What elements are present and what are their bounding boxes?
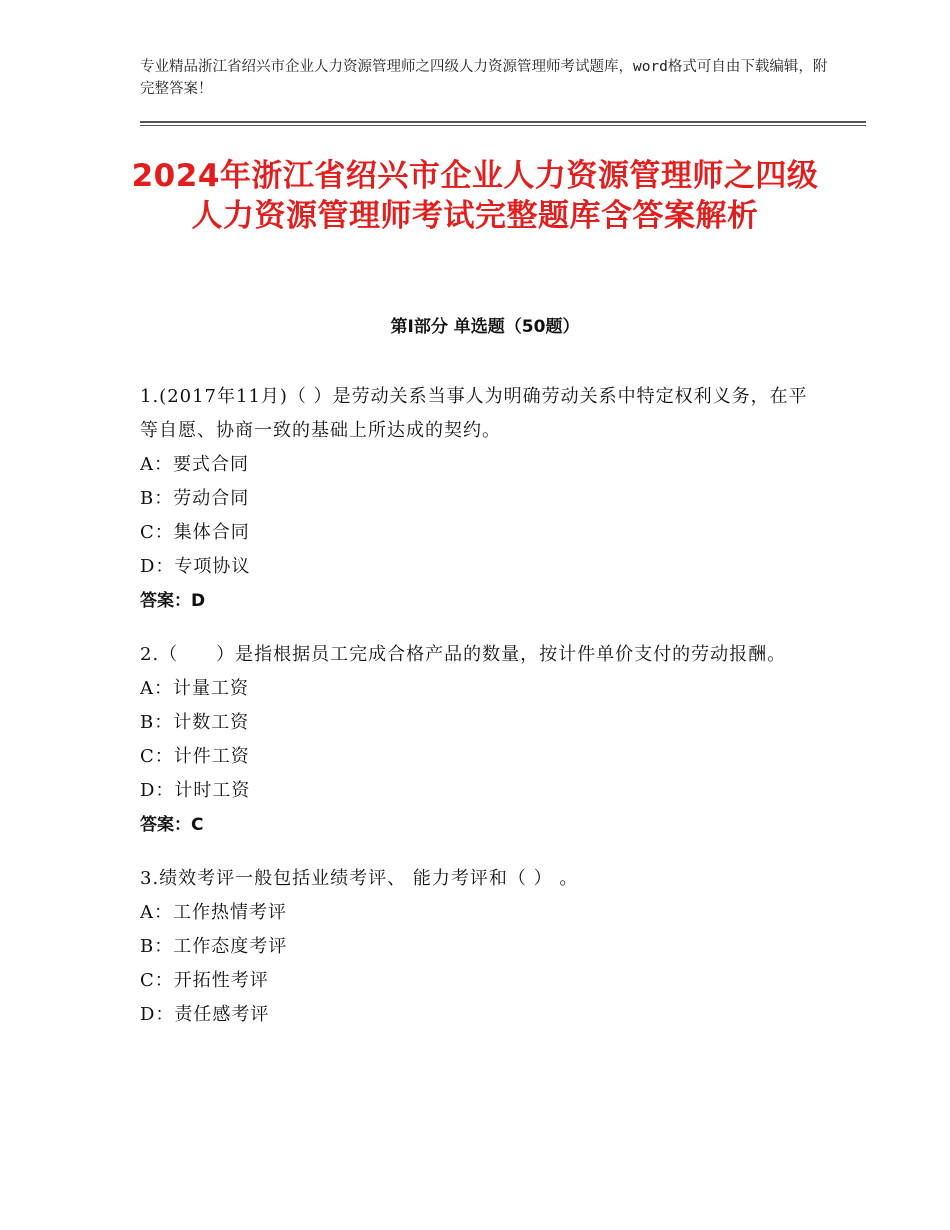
option-c: C：集体合同	[140, 522, 250, 543]
option-a: A：要式合同	[140, 454, 249, 475]
option-b: B：计数工资	[140, 712, 250, 733]
question-list	[140, 380, 810, 1052]
option-b: B：工作态度考评	[140, 936, 288, 957]
option-d: D：责任感考评	[140, 1004, 270, 1025]
header-divider-thick	[140, 121, 866, 123]
section-title: 第Ⅰ部分 单选题（50题）	[390, 317, 580, 337]
option-d: D：计时工资	[140, 780, 251, 801]
question-stem: 3.绩效考评一般包括业绩考评、 能力考评和（ ） 。	[140, 868, 579, 889]
option-b: B：劳动合同	[140, 488, 250, 509]
question-1	[140, 380, 810, 618]
option-c: C：计件工资	[140, 746, 250, 767]
option-d: D：专项协议	[140, 556, 251, 577]
question-2	[140, 638, 810, 842]
header-divider-thin	[140, 125, 866, 126]
question-3	[140, 862, 810, 1032]
answer-line: 答案：C	[140, 815, 204, 835]
document-title: 2024年浙江省绍兴市企业人力资源管理师之四级人力资源管理师考试完整题库含答案解析	[131, 158, 819, 234]
answer-line: 答案：D	[140, 591, 206, 611]
option-a: A：计量工资	[140, 678, 249, 699]
option-a: A：工作热情考评	[140, 902, 287, 923]
header-note: 专业精品浙江省绍兴市企业人力资源管理师之四级人力资源管理师考试题库，word格式可自由下载编辑，附完整答案！	[140, 59, 828, 97]
option-c: C：开拓性考评	[140, 970, 269, 991]
question-stem: 2.（ ）是指根据员工完成合格产品的数量，按计件单价支付的劳动报酬。	[140, 644, 787, 665]
question-stem: 1.(2017年11月)（ ）是劳动关系当事人为明确劳动关系中特定权利义务，在平等自愿、协商一致的基础上所达成的契约。	[140, 386, 808, 441]
